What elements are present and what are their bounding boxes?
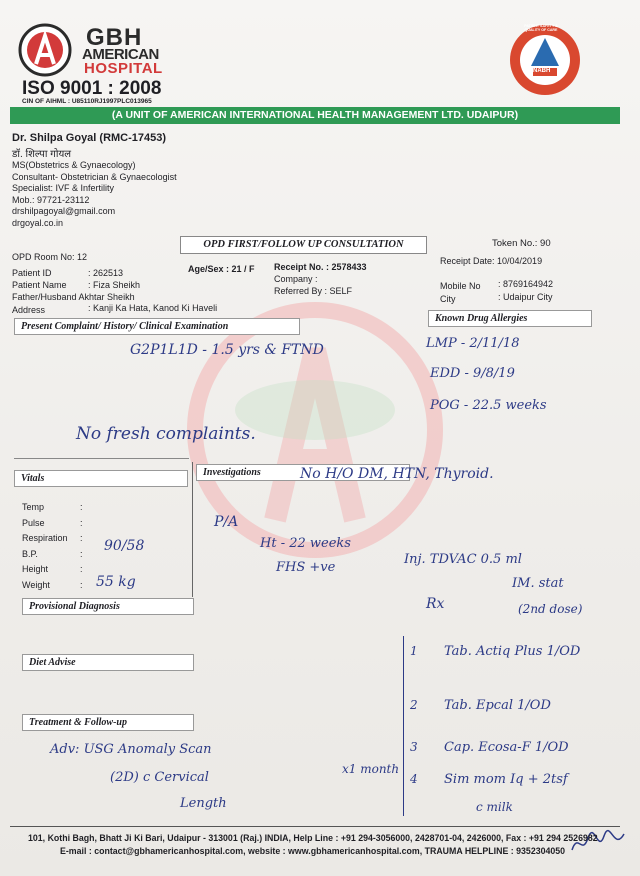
hw-med3-num: 3 <box>410 740 418 754</box>
vitals-labels <box>22 500 68 593</box>
hw-med2: Tab. Epcal 1/OD <box>444 698 551 713</box>
hw-fhs: FHS +ve <box>276 560 336 575</box>
company: Company : <box>274 274 318 284</box>
gbh-logo-icon <box>14 22 76 78</box>
hw-no-history: No H/O DM, HTN, Thyroid. <box>300 466 494 482</box>
vital-height: Height <box>22 564 49 574</box>
hw-advice-2: (2D) c Cervical <box>110 770 209 785</box>
doctor-specialist: Specialist: IVF & Infertility <box>12 183 115 194</box>
mobile-label: Mobile No <box>440 281 481 291</box>
hw-med1: Tab. Actiq Plus 1/OD <box>444 644 581 659</box>
investigations-heading: Investigations <box>196 464 410 481</box>
patient-name-value: : Fiza Sheikh <box>88 280 141 290</box>
hw-obstetric-history: G2P1L1D - 1.5 yrs & FTND <box>130 342 324 358</box>
mobile-value: : 8769164942 <box>498 279 554 289</box>
vitals-heading: Vitals <box>14 470 188 487</box>
hw-advice-3: Length <box>180 796 227 811</box>
colon: : <box>80 533 83 543</box>
doctor-mobile: Mob.: 97721-23112 <box>12 194 90 205</box>
address-value: : Kanji Ka Hata, Kanod Ki Haveli <box>88 303 218 313</box>
logo-brand: GBH <box>86 24 143 51</box>
nabh-seal-icon <box>507 22 583 98</box>
hw-edd: EDD - 9/8/19 <box>430 366 515 381</box>
treatment-heading: Treatment & Follow-up <box>22 714 194 731</box>
hw-lmp: LMP - 2/11/18 <box>426 336 520 351</box>
receipt-number: Receipt No. : 2578433 <box>274 262 367 272</box>
doctor-name-hindi: डॉ. शिल्पा गोयल <box>12 149 72 160</box>
doctor-role: Consultant- Obstetrician & Gynaecologist <box>12 171 177 182</box>
organization-banner: (A UNIT OF AMERICAN INTERNATIONAL HEALTH MANAGEMENT LTD. UDAIPUR) <box>10 107 620 124</box>
hw-med1-num: 1 <box>410 644 418 658</box>
footer-divider <box>10 826 620 827</box>
nabh-ring-text: PATIENT SAFETY & QUALITY OF CARE <box>524 24 558 32</box>
hw-injection-2: IM. stat <box>512 576 564 591</box>
doctor-qualification: MS(Obstetrics & Gynaecology) <box>12 160 136 170</box>
hw-med4-b: c milk <box>476 800 513 814</box>
vital-pulse: Pulse <box>22 517 45 528</box>
hw-advice-1: Adv: USG Anomaly Scan <box>50 742 212 757</box>
logo-line-american: AMERICAN <box>82 46 159 63</box>
allergies-heading: Known Drug Allergies <box>428 310 592 327</box>
vitals-colons <box>80 500 83 593</box>
hw-bracket-line <box>403 636 404 816</box>
iso-certification: ISO 9001 : 2008 <box>22 78 162 99</box>
doctor-email: drshilpagoyal@gmail.com <box>12 206 116 217</box>
hw-bp-value: 90/58 <box>104 538 145 554</box>
provisional-diagnosis-heading: Provisional Diagnosis <box>22 598 194 615</box>
hw-duration: x1 month <box>342 762 400 776</box>
doctor-name: Dr. Shilpa Goyal (RMC-17453) <box>12 132 167 144</box>
hw-no-complaints: No fresh complaints. <box>76 424 256 444</box>
diet-advise-heading: Diet Advise <box>22 654 194 671</box>
patient-id-label: Patient ID <box>12 268 52 278</box>
hw-injection-1: Inj. TDVAC 0.5 ml <box>404 552 522 567</box>
hw-med4-num: 4 <box>410 772 418 786</box>
address-label: Address <box>12 305 46 315</box>
vital-respiration: Respiration <box>22 533 68 543</box>
form-title: OPD FIRST/FOLLOW UP CONSULTATION <box>180 236 427 254</box>
footer-contact: E-mail : contact@gbhamericanhospital.com, website : www.gbhamericanhospital.com, TRAUMA HELPLINE : 9352304050 <box>60 846 566 856</box>
logo-line-hospital: HOSPITAL <box>84 60 163 77</box>
cin-number: CIN OF AIHML : U85110RJ1997PLC013965 <box>22 98 152 105</box>
complaint-heading: Present Complaint/ History/ Clinical Examination <box>14 318 300 335</box>
hw-med4: Sim mom Iq + 2tsf <box>444 772 568 787</box>
token-number: Token No.: 90 <box>492 238 551 249</box>
opd-room: OPD Room No: 12 <box>12 252 88 262</box>
hw-pog: POG - 22.5 weeks <box>430 398 547 413</box>
city-label: City <box>440 294 456 304</box>
signature-icon <box>568 826 628 860</box>
colon: : <box>80 579 83 590</box>
hw-weight-value: 55 kg <box>96 574 136 590</box>
city-value: : Udaipur City <box>498 292 553 302</box>
referred-by: Referred By : SELF <box>274 286 353 296</box>
hw-injection-3: (2nd dose) <box>518 602 583 616</box>
patient-name-label: Patient Name <box>12 280 67 290</box>
father-husband: Father/Husband Akhtar Sheikh <box>12 292 135 302</box>
colon: : <box>80 502 83 512</box>
age-sex: Age/Sex : 21 / F <box>188 264 255 274</box>
doctor-web: drgoyal.co.in <box>12 217 64 228</box>
nabh-label: NABH <box>533 68 551 74</box>
vitals-investigation-divider <box>192 462 193 597</box>
vital-weight: Weight <box>22 579 50 590</box>
hw-med2-num: 2 <box>410 698 418 712</box>
hw-fundal-height: Ht - 22 weeks <box>260 536 351 551</box>
vital-bp: B.P. <box>22 548 38 559</box>
hw-pa-marker: P/A <box>214 514 239 530</box>
patient-id-value: : 262513 <box>88 268 124 278</box>
colon: : <box>80 564 83 574</box>
colon: : <box>80 517 83 528</box>
footer-address: 101, Kothi Bagh, Bhatt Ji Ki Bari, Udaipur - 313001 (Raj.) INDIA, Help Line : +91 294-3056000, 2428701-04, 2426000, Fax : +91 294 2526982 <box>28 833 598 843</box>
vitals-divider <box>14 458 189 459</box>
vital-temp: Temp <box>22 502 45 512</box>
hw-rx: Rx <box>426 596 445 612</box>
doctor-details <box>12 160 177 230</box>
receipt-date: Receipt Date: 10/04/2019 <box>440 256 543 266</box>
hw-med3: Cap. Ecosa-F 1/OD <box>444 740 569 755</box>
colon: : <box>80 548 83 559</box>
